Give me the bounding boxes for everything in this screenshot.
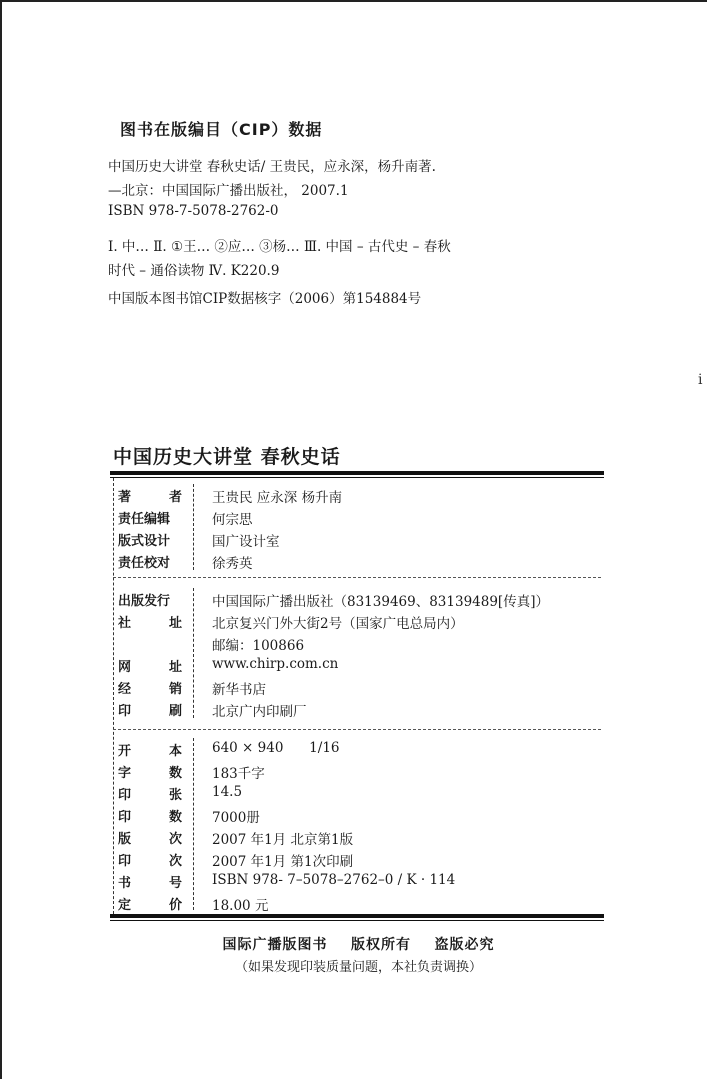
credit-label: 责任编辑 bbox=[118, 512, 171, 527]
rule-top-thin bbox=[110, 477, 604, 478]
website-value: www.chirp.com.cn bbox=[212, 656, 339, 672]
publishing-label: 出版发行 bbox=[118, 594, 171, 609]
credit-row bbox=[118, 552, 598, 574]
left-dashed-rule bbox=[113, 478, 114, 914]
quality-notice: （如果发现印装质量问题，本社负责调换） bbox=[234, 960, 482, 975]
label-char: 者 bbox=[168, 490, 182, 505]
publishing-label bbox=[118, 656, 182, 675]
label-char: 印 bbox=[118, 788, 132, 803]
isbn-value: ISBN 978- 7–5078–2762–0 / K · 114 bbox=[212, 872, 456, 888]
label-char: 网 bbox=[118, 660, 132, 675]
credit-row bbox=[118, 508, 598, 530]
publishing-label bbox=[118, 612, 182, 631]
spec-row bbox=[118, 828, 598, 850]
label-char: 价 bbox=[168, 898, 182, 913]
label-char: 版 bbox=[118, 832, 132, 847]
publishing-value: 北京复兴门外大街2号（国家广电总局内） bbox=[212, 616, 464, 632]
publishing-row bbox=[118, 656, 598, 678]
label-char: 字 bbox=[118, 766, 132, 781]
credit-value: 何宗思 bbox=[212, 512, 253, 528]
publishing-row bbox=[118, 678, 598, 700]
postcode-value: 邮编：100866 bbox=[212, 638, 305, 654]
book-title: 中国历史大讲堂 春秋史话 bbox=[113, 446, 341, 468]
publishing-label bbox=[118, 678, 182, 697]
publishing-label bbox=[118, 700, 182, 719]
label-char: 书 bbox=[118, 876, 132, 891]
spec-value: 2007 年1月 第1次印刷 bbox=[212, 854, 354, 870]
spec-row bbox=[118, 894, 598, 916]
spec-label bbox=[118, 740, 182, 759]
label-char: 次 bbox=[168, 832, 182, 847]
spec-row bbox=[118, 740, 598, 762]
label-char: 刷 bbox=[168, 704, 182, 719]
credit-value: 徐秀英 bbox=[212, 556, 253, 572]
label-char: 址 bbox=[168, 616, 182, 631]
label-char: 数 bbox=[168, 810, 182, 825]
rule-bottom-thick bbox=[110, 914, 604, 918]
credit-label: 责任校对 bbox=[118, 556, 171, 571]
spec-label bbox=[118, 872, 182, 891]
spec-label bbox=[118, 850, 182, 869]
credit-row bbox=[118, 530, 598, 552]
spec-label bbox=[118, 806, 182, 825]
label-char: 址 bbox=[168, 660, 182, 675]
spec-label bbox=[118, 784, 182, 803]
label-char: 开 bbox=[118, 744, 132, 759]
cip-line: 时代 – 通俗读物 Ⅳ. K220.9 bbox=[108, 263, 280, 279]
label-char: 次 bbox=[168, 854, 182, 869]
scan-border-left bbox=[0, 0, 2, 1079]
label-char: 经 bbox=[118, 682, 132, 697]
spec-row bbox=[118, 784, 598, 806]
spec-label bbox=[118, 762, 182, 781]
spec-row bbox=[118, 806, 598, 828]
credit-value: 国广设计室 bbox=[212, 534, 280, 550]
spec-row bbox=[118, 762, 598, 784]
spec-value: 7000册 bbox=[212, 810, 260, 826]
credit-label: 版式设计 bbox=[118, 534, 171, 549]
rule-top-thick bbox=[110, 471, 604, 475]
cip-title: 图书在版编目（CIP）数据 bbox=[120, 120, 323, 139]
label-char: 印 bbox=[118, 704, 132, 719]
spec-label bbox=[118, 894, 182, 913]
cip-line: —北京：中国国际广播出版社， 2007.1 bbox=[108, 183, 349, 199]
label-char: 印 bbox=[118, 854, 132, 869]
stray-mark: i bbox=[698, 372, 703, 388]
label-char: 印 bbox=[118, 810, 132, 825]
label-char: 销 bbox=[168, 682, 182, 697]
spec-value: 2007 年1月 北京第1版 bbox=[212, 832, 354, 848]
section-divider bbox=[113, 729, 601, 730]
price-value: 18.00 元 bbox=[212, 898, 269, 914]
spec-row bbox=[118, 850, 598, 872]
rights-notice: 国际广播版图书 版权所有 盗版必究 bbox=[222, 937, 495, 953]
publishing-value: 中国国际广播出版社（83139469、83139489[传真]） bbox=[212, 594, 549, 610]
cip-line: Ⅰ. 中… Ⅱ. ①王… ②应… ③杨… Ⅲ. 中国 – 古代史 – 春秋 bbox=[108, 239, 451, 255]
spec-value: 14.5 bbox=[212, 784, 243, 800]
label-char: 社 bbox=[118, 616, 132, 631]
publishing-row bbox=[118, 700, 598, 722]
cip-line: 中国版本图书馆CIP数据核字（2006）第154884号 bbox=[108, 291, 422, 307]
label-char: 本 bbox=[168, 744, 182, 759]
publishing-row bbox=[118, 634, 598, 656]
label-char: 张 bbox=[168, 788, 182, 803]
spec-value: 640 × 940 1/16 bbox=[212, 740, 340, 756]
spec-row bbox=[118, 872, 598, 894]
credit-label bbox=[118, 486, 182, 505]
label-char: 数 bbox=[168, 766, 182, 781]
scan-border-top bbox=[0, 0, 707, 2]
publishing-value: 北京广内印刷厂 bbox=[212, 704, 307, 720]
cip-line: ISBN 978-7-5078-2762-0 bbox=[108, 203, 279, 219]
label-char: 定 bbox=[118, 898, 132, 913]
cip-line: 中国历史大讲堂 春秋史话/ 王贵民，应永深，杨升南著. bbox=[108, 159, 436, 175]
label-char: 著 bbox=[118, 490, 132, 505]
credit-row bbox=[118, 486, 598, 508]
rule-bottom-thin bbox=[110, 920, 604, 921]
section-divider bbox=[113, 577, 601, 578]
label-char: 号 bbox=[168, 876, 182, 891]
publishing-value: 新华书店 bbox=[212, 682, 266, 698]
publishing-row bbox=[118, 590, 598, 612]
spec-value: 183千字 bbox=[212, 766, 265, 782]
credit-value: 王贵民 应永深 杨升南 bbox=[212, 490, 343, 506]
spec-label bbox=[118, 828, 182, 847]
publishing-row bbox=[118, 612, 598, 634]
